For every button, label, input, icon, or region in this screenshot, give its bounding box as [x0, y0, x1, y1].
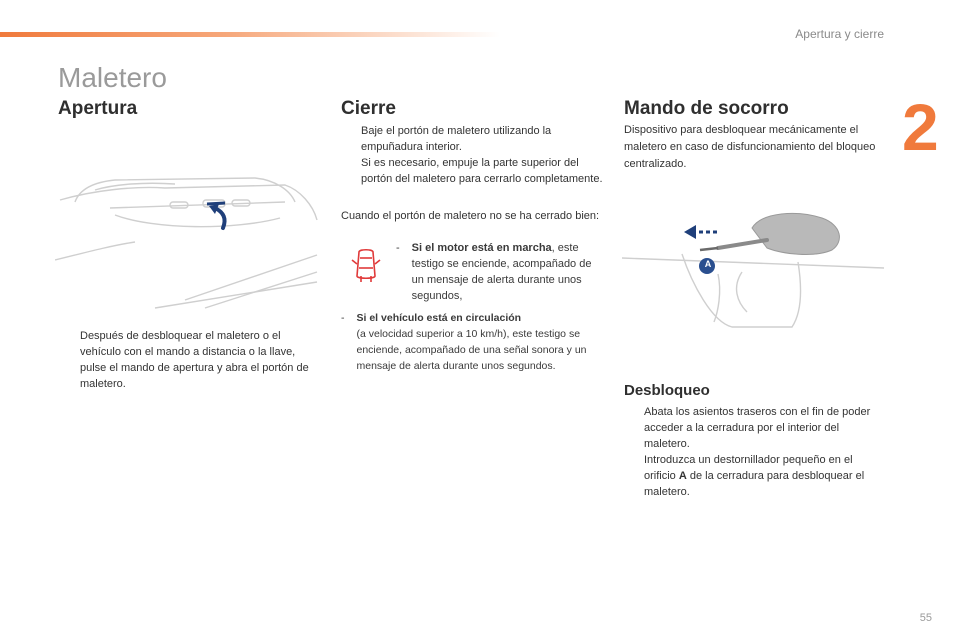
- case-engine-running: [396, 240, 606, 304]
- page-title: Maletero: [58, 62, 167, 93]
- bullet-icon: [624, 404, 636, 452]
- case-vehicle-moving: [341, 310, 603, 374]
- case2-bold: Si el vehículo está en circulación: [356, 312, 522, 324]
- list-item: [624, 404, 886, 452]
- socorro-heading: Mando de socorro: [624, 98, 789, 119]
- bullet-icon: [341, 123, 353, 155]
- list-item: [624, 452, 886, 500]
- bullet-icon: [341, 155, 353, 187]
- list-item: [60, 328, 318, 392]
- case1-bold: Si el motor está en marcha: [411, 242, 552, 254]
- desbloqueo-bullet-2-pre: Introduzca un destornillador pequeño en el orificio: [644, 454, 853, 482]
- bullet-icon: [60, 328, 72, 392]
- desbloqueo-bullet-2-bold: A: [678, 470, 687, 482]
- desbloqueo-heading: Desbloqueo: [624, 382, 710, 399]
- cierre-bullet-1: Baje el portón de maletero utilizando la empuñadura interior.: [361, 125, 552, 153]
- case1-rest: , este testigo se enciende, acompañado de un mensaje de alerta durante unos segundos,: [411, 242, 592, 302]
- bullet-icon: [624, 452, 636, 500]
- desbloqueo-list: [624, 404, 886, 500]
- callout-a-label: A: [704, 259, 712, 269]
- apertura-list: [60, 328, 318, 392]
- header-accent-bar: [0, 32, 500, 37]
- page-number: 55: [919, 612, 932, 624]
- emergency-release-illustration: [622, 192, 888, 332]
- list-item: [341, 155, 603, 187]
- apertura-heading: Apertura: [58, 98, 138, 119]
- desbloqueo-bullet-1: Abata los asientos traseros con el fin de poder acceder a la cerradura por el interior del maletero.: [644, 406, 871, 450]
- cierre-intro: Cuando el portón de maletero no se ha cerrado bien:: [341, 210, 600, 222]
- cierre-list: [341, 123, 603, 187]
- chapter-number: 2: [902, 90, 939, 164]
- socorro-text: Dispositivo para desbloquear mecánicamente el maletero en caso de disfuncionamiento del bloqueo centralizado.: [624, 124, 876, 170]
- dash-mark: -: [341, 312, 345, 324]
- trunk-opening-illustration: [55, 160, 320, 310]
- desbloqueo-bullet-2-post: de la cerradura para desbloquear el maletero.: [644, 470, 865, 498]
- cierre-bullet-2: Si es necesario, empuje la parte superior del portón del maletero para cerrarlo completamente.: [361, 157, 603, 185]
- dash-mark: -: [396, 242, 400, 254]
- list-item: [341, 123, 603, 155]
- apertura-text: Después de desbloquear el maletero o el vehículo con el mando a distancia o la llave, pulse el mando de apertura y abra el portón de maletero.: [80, 330, 309, 390]
- section-header: Apertura y cierre: [795, 27, 884, 41]
- trunk-open-warning-icon: [349, 246, 383, 284]
- cierre-heading: Cierre: [341, 98, 396, 119]
- case2-rest: (a velocidad superior a 10 km/h), este testigo se enciende, acompañado de una señal sonora y un mensaje de alerta durante unos segundos.: [356, 328, 587, 372]
